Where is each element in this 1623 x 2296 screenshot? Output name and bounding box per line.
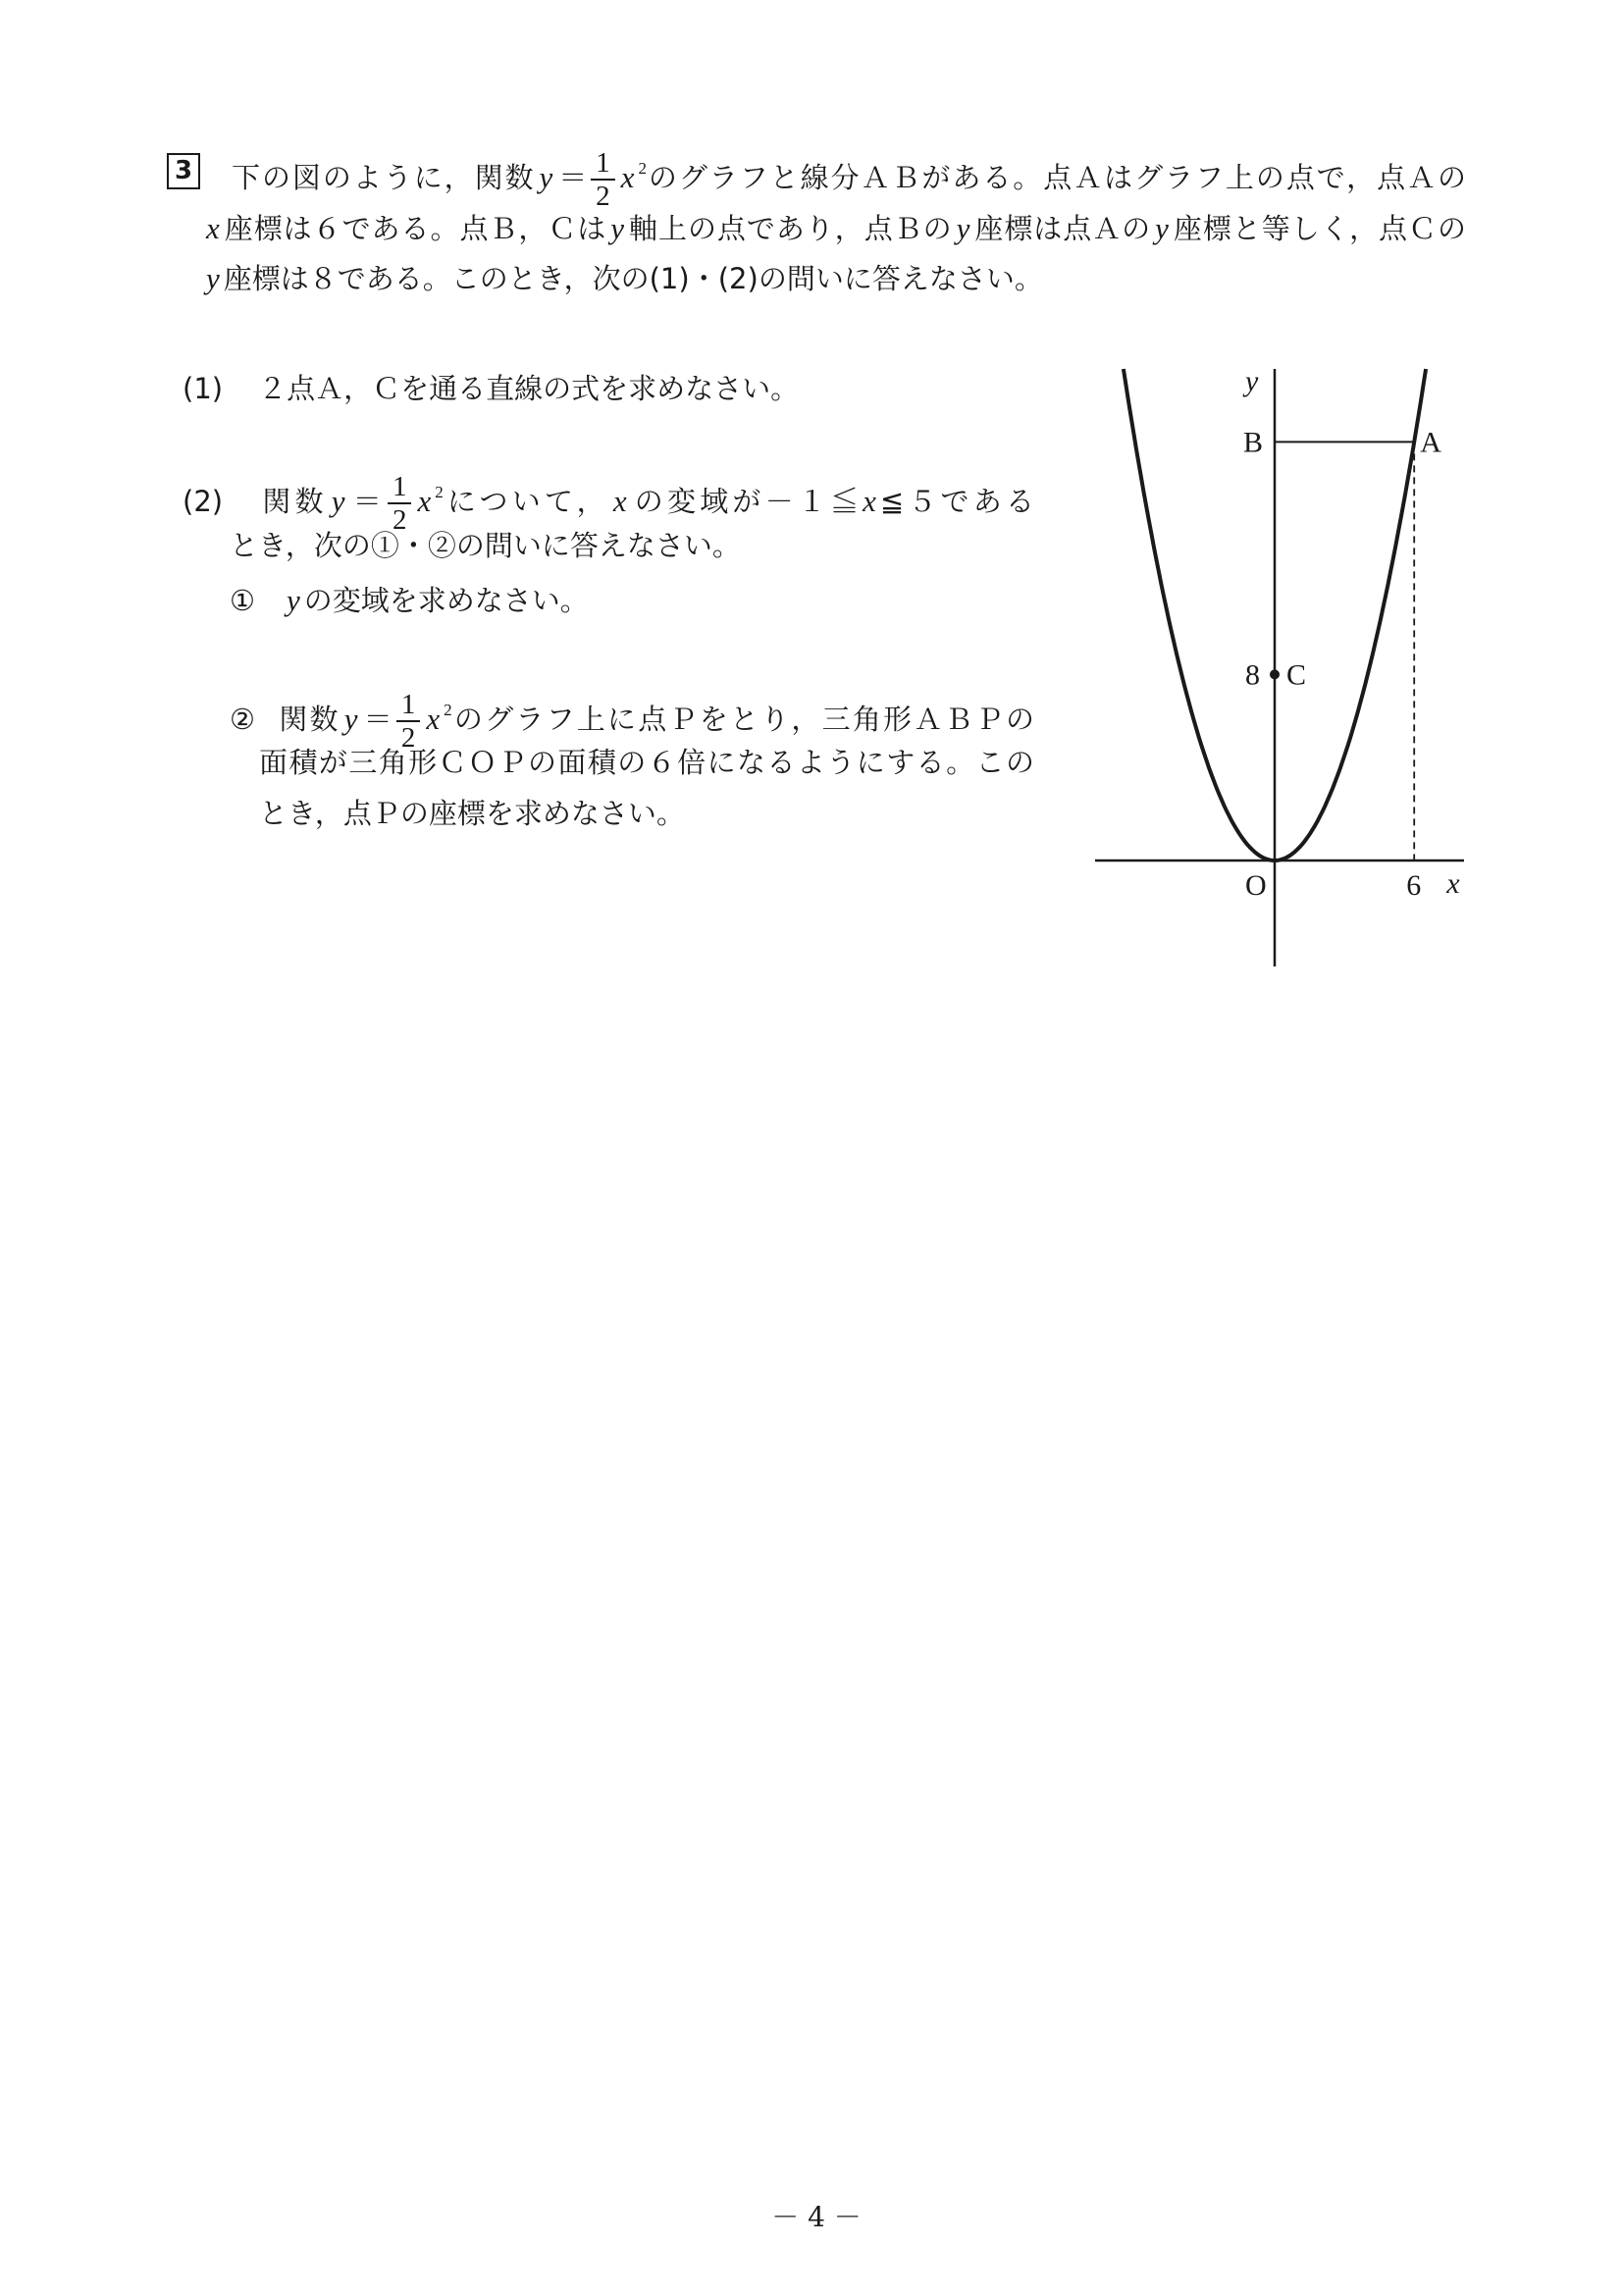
var-x: x xyxy=(426,702,441,736)
var-y: y xyxy=(343,702,358,736)
text: について， xyxy=(443,485,609,518)
text: 軸上の点であり，点Ｂの xyxy=(628,212,953,245)
label-a: A xyxy=(1420,426,1441,459)
label-a-x-value: 6 xyxy=(1406,869,1422,902)
text: 座標は点Ａの xyxy=(973,212,1152,245)
ref: (1) xyxy=(649,262,690,295)
text: 座標は６である。点Ｂ，Ｃは xyxy=(223,212,607,245)
var-x: x xyxy=(417,484,432,518)
denominator: 2 xyxy=(400,722,416,754)
numerator: 1 xyxy=(396,689,421,722)
var-x: x xyxy=(612,484,627,518)
var-x: x xyxy=(620,160,635,194)
problem-number: 3 xyxy=(167,153,200,189)
denominator: 2 xyxy=(392,504,407,536)
text: 下の図のように，関数 xyxy=(232,161,536,194)
equals: ＝ xyxy=(361,703,394,736)
equals: ＝ xyxy=(556,161,590,194)
text: 座標は８である。このとき，次の xyxy=(223,262,650,295)
var-y: y xyxy=(610,211,625,245)
var-x: x xyxy=(206,211,220,245)
text: とき，次の①・②の問いに答えなさい。 xyxy=(230,529,741,562)
label-c-value: 8 xyxy=(1245,658,1260,692)
y-axis-label: y xyxy=(1245,365,1259,397)
var-y: y xyxy=(206,261,220,295)
label-origin: O xyxy=(1245,869,1267,902)
var-y: y xyxy=(287,583,300,617)
text: のグラフと線分ＡＢがある。点Ａはグラフ上の点で，点Ａの xyxy=(646,161,1466,194)
text: ≦５である xyxy=(879,485,1034,518)
text: の変域が－１≦ xyxy=(630,485,860,518)
var-y: y xyxy=(956,211,970,245)
question-text: ２点Ａ，Ｃを通る直線の式を求めなさい。 xyxy=(258,372,800,405)
x-axis-label: x xyxy=(1446,867,1460,900)
ref: (2) xyxy=(717,262,759,295)
text: 面積が三角形ＣＯＰの面積の６倍になるようにする。この xyxy=(259,746,1034,779)
exponent: 2 xyxy=(435,483,444,501)
numerator: 1 xyxy=(388,471,412,504)
numerator: 1 xyxy=(591,147,615,181)
page-number: － 4 － xyxy=(771,2201,862,2233)
subquestion-label: ② xyxy=(230,703,258,736)
text: 関数 xyxy=(279,703,340,736)
point-c xyxy=(1270,669,1280,679)
text: の問いに答えなさい。 xyxy=(758,262,1043,295)
question-label: (1) xyxy=(183,372,224,405)
question-label: (2) xyxy=(183,485,224,518)
var-y: y xyxy=(539,160,553,194)
text: 関数 xyxy=(258,485,328,518)
text: のグラフ上に点Ｐをとり，三角形ＡＢＰの xyxy=(451,703,1034,736)
label-b: B xyxy=(1243,426,1264,459)
equals: ＝ xyxy=(348,485,386,518)
text: ・ xyxy=(689,262,718,295)
var-y: y xyxy=(1155,211,1169,245)
exponent: 2 xyxy=(444,701,452,719)
subquestion-label: ① xyxy=(230,584,255,617)
text: 座標と等しく，点Ｃの xyxy=(1172,212,1466,245)
exponent: 2 xyxy=(638,159,647,178)
text: とき，点Ｐの座標を求めなさい。 xyxy=(259,797,685,830)
var-y: y xyxy=(331,484,345,518)
denominator: 2 xyxy=(596,181,610,212)
label-c: C xyxy=(1286,658,1307,692)
var-x: x xyxy=(863,484,876,518)
text: の変域を求めなさい。 xyxy=(303,584,589,617)
